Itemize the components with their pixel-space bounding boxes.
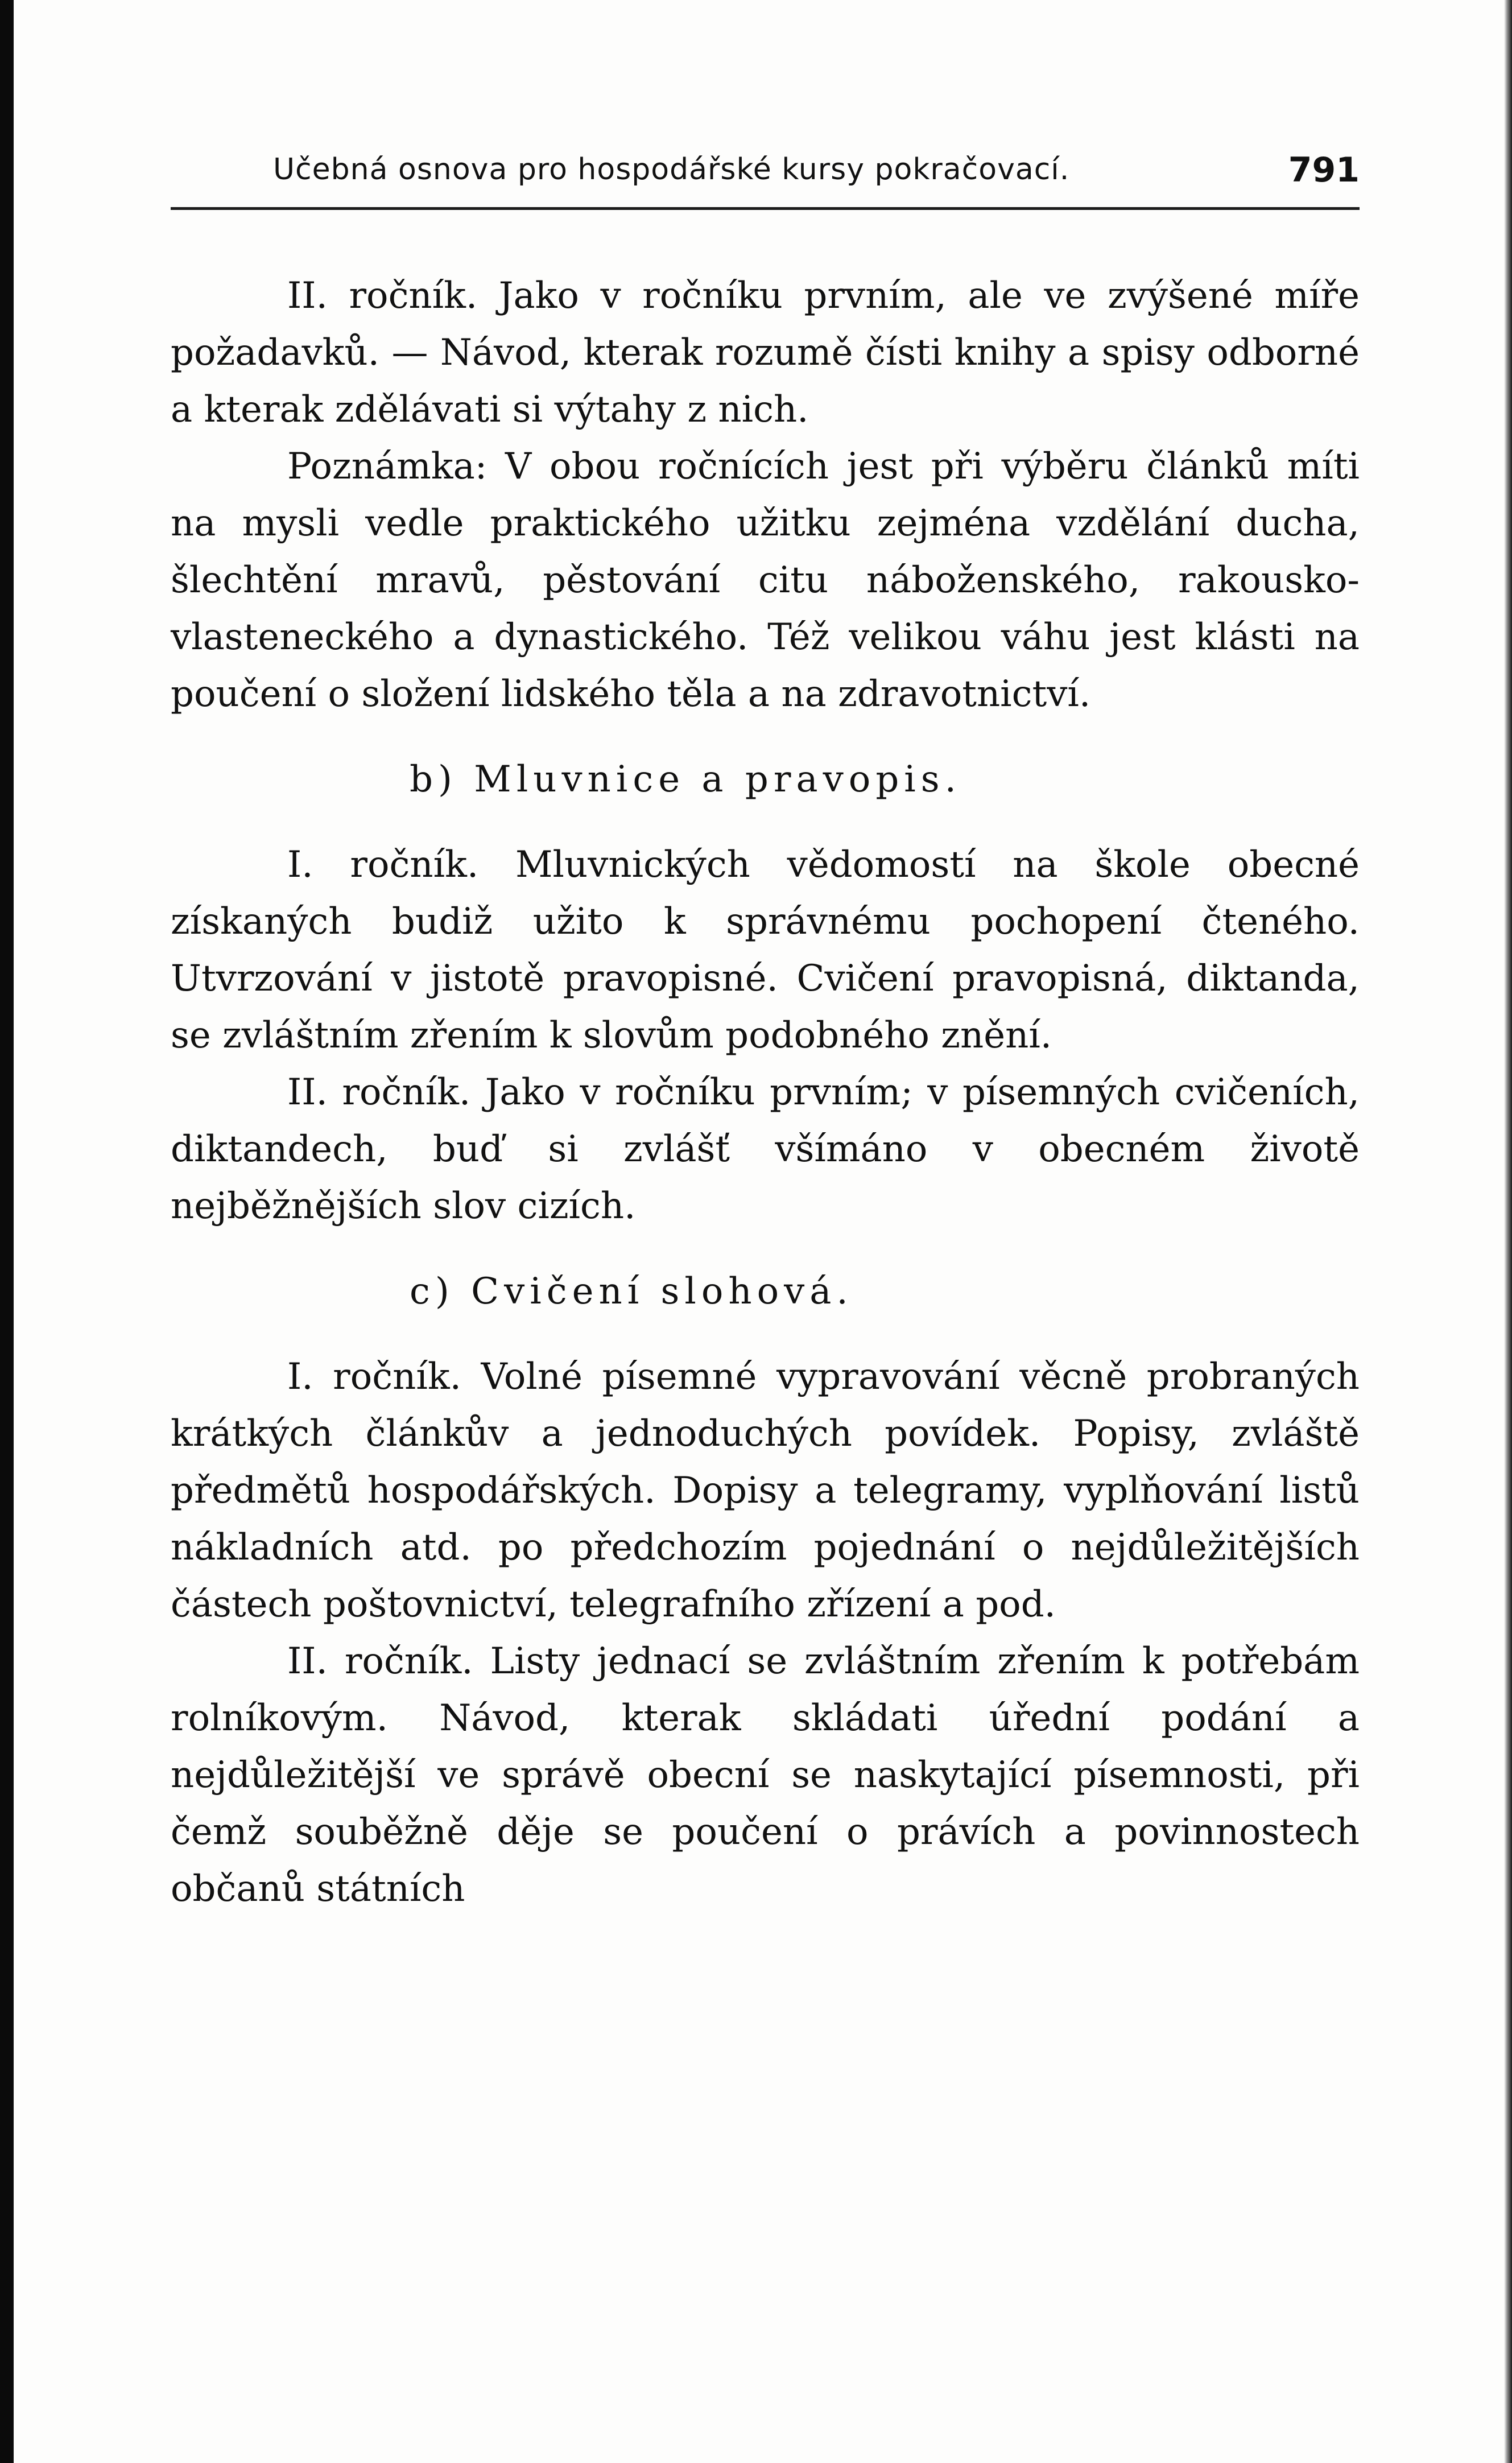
page-number: 791 bbox=[1288, 150, 1360, 190]
header-rule bbox=[171, 207, 1360, 210]
paragraph-rocnik-i-sloh: I. ročník. Volné písemné vypravování věcně probraných krátkých článkův a jednoduchých povídek. Popisy, zvláště předmětů hospodářských. Dopisy a telegramy, vyplňování listů nákladních atd. po předchozím pojednání o nejdůležitějších částech poštovnictví, telegrafního zřízení a pod. bbox=[171, 1356, 1360, 1626]
paragraph-rocnik-ii-cteni: II. ročník. Jako v ročníku prvním, ale ve zvýšené míře požadavků. — Návod, kterak rozumě čísti knihy a spisy odborné a kterak zdělávati si výtahy z nich. bbox=[171, 275, 1360, 431]
poznamka-text: V obou ročnících jest při výběru článků míti na mysli vedle praktického užitku zejména vzdělání ducha, šlechtění mravů, pěstování citu náboženského, rakousko-vlasteneckého a dynastického. Též velikou váhu jest klásti na poučení o složení lidského těla a na zdravotnictví. bbox=[171, 445, 1360, 715]
paragraph-rocnik-ii-sloh: II. ročník. Listy jednací se zvláštním zřením k potřebám rolníkovým. Návod, kterak skládati úřední podání a nejdůležitější ve správě obecní se naskytající písemnosti, při čemž souběžně děje se poučení o právích a povinnostech občanů státních bbox=[171, 1640, 1360, 1910]
page-body bbox=[171, 267, 1360, 1917]
section-heading-sloh: c) Cvičení slohová. bbox=[410, 1270, 853, 1313]
header-title: Učebná osnova pro hospodářské kursy pokračovací. bbox=[273, 152, 1070, 187]
section-heading-mluvnice: b) Mluvnice a pravopis. bbox=[410, 758, 961, 801]
scan-edge-left bbox=[0, 0, 14, 2463]
scan-edge-right bbox=[1504, 0, 1512, 2463]
poznamka-label: Poznámka: bbox=[287, 445, 488, 488]
paragraph-poznamka bbox=[171, 438, 1360, 723]
paragraph-rocnik-i-mluvnice: I. ročník. Mluvnických vědomostí na škole obecné získaných budiž užito k správnému pochopení čteného. Utvrzování v jistotě pravopisné. Cvičení pravopisná, diktanda, se zvláštním zřením k slovům podobného znění. bbox=[171, 844, 1360, 1057]
running-header bbox=[273, 149, 1360, 195]
paragraph-rocnik-ii-mluvnice: II. ročník. Jako v ročníku prvním; v písemných cvičeních, diktandech, buď si zvlášť všímáno v obecném životě nejběžnějších slov cizích. bbox=[171, 1071, 1360, 1227]
